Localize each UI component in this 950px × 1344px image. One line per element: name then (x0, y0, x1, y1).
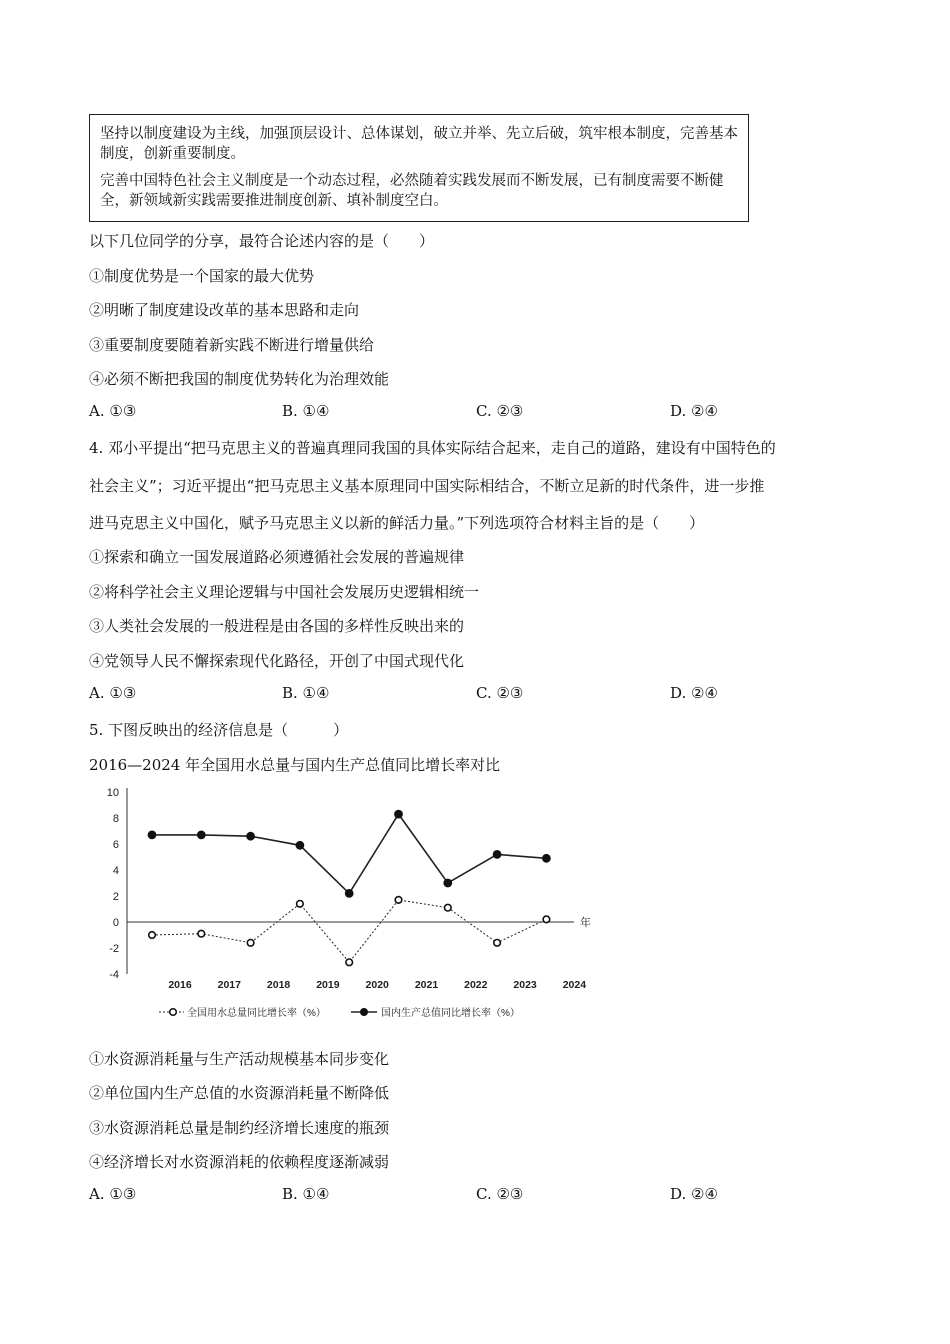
q3-option-c[interactable]: C. ②③ (476, 402, 524, 420)
q4-item-2: ②将科学社会主义理论逻辑与中国社会发展历史逻辑相统一 (89, 583, 480, 601)
y-tick-label: 0 (112, 917, 119, 929)
x-tick-label: 2021 (414, 979, 439, 991)
q4-option-c[interactable]: C. ②③ (476, 684, 524, 702)
q5-option-c[interactable]: C. ②③ (476, 1185, 524, 1203)
y-tick-label: 6 (112, 839, 119, 851)
water-series-line (152, 900, 546, 962)
q5-item-2: ②单位国内生产总值的水资源消耗量不断降低 (89, 1084, 390, 1102)
q4-item-3: ③人类社会发展的一般进程是由各国的多样性反映出来的 (89, 617, 465, 635)
q3-item-1: ①制度优势是一个国家的最大优势 (89, 267, 315, 285)
q3-option-d[interactable]: D. ②④ (670, 402, 718, 420)
y-tick-label: -4 (109, 969, 119, 981)
water-point (198, 930, 205, 937)
q5-item-1: ①水资源消耗量与生产活动规模基本同步变化 (89, 1050, 390, 1068)
y-tick-label: -2 (109, 943, 119, 955)
y-tick-label: 4 (112, 865, 119, 877)
q4-option-d[interactable]: D. ②④ (670, 684, 718, 702)
x-tick-label: 2018 (266, 979, 291, 991)
q4-stem-line-1: 4. 邓小平提出“把马克思主义的普遍真理同我国的具体实际结合起来，走自己的道路，建设有中国特色的 (89, 439, 776, 457)
q5-option-a[interactable]: A. ①③ (89, 1185, 137, 1203)
x-tick-label: 2016 (168, 979, 192, 991)
y-tick-label: 10 (106, 787, 119, 799)
gdp-series-line (152, 814, 546, 893)
x-tick-label: 2024 (562, 979, 587, 991)
chart-title: 2016—2024 年全国用水总量与国内生产总值同比增长率对比 (89, 756, 501, 774)
water-point (494, 940, 501, 947)
x-tick-label: 2023 (513, 979, 537, 991)
water-point (297, 901, 304, 908)
legend-water-label: 全国用水总量同比增长率（%） (187, 1008, 326, 1019)
q5-item-4: ④经济增长对水资源消耗的依赖程度逐渐减弱 (89, 1153, 390, 1171)
water-point (149, 932, 156, 939)
gdp-point (247, 833, 254, 840)
water-point (247, 940, 254, 947)
gdp-point (395, 811, 402, 818)
q3-stem: 以下几位同学的分享，最符合论述内容的是（ ） (89, 232, 435, 250)
q5-option-d[interactable]: D. ②④ (670, 1185, 718, 1203)
gdp-point (346, 890, 353, 897)
water-point (445, 904, 452, 911)
y-axis (107, 787, 127, 981)
legend-water-marker (170, 1009, 177, 1016)
legend-gdp-label: 国内生产总值同比增长率（%） (381, 1008, 520, 1019)
x-tick-label: 2017 (217, 979, 241, 991)
q4-option-a[interactable]: A. ①③ (89, 684, 137, 702)
q4-item-1: ①探索和确立一国发展道路必须遵循社会发展的普遍规律 (89, 548, 465, 566)
water-point (346, 959, 353, 966)
x-axis-label: 年 (580, 917, 591, 929)
legend (159, 1006, 520, 1019)
water-point (395, 897, 402, 904)
q5-stem: 5. 下图反映出的经济信息是（ ） (89, 721, 349, 739)
material-para-1: 坚持以制度建设为主线，加强顶层设计、总体谋划，破立并举、先立后破，筑牢根本制度，完善基本制度，创新重要制度。 (100, 126, 738, 162)
x-axis (127, 915, 591, 991)
gdp-point (296, 842, 303, 849)
q4-item-4: ④党领导人民不懈探索现代化路径，开创了中国式现代化 (89, 652, 465, 670)
q3-option-a[interactable]: A. ①③ (89, 402, 137, 420)
y-tick-label: 2 (112, 891, 119, 903)
x-tick-label: 2019 (316, 979, 340, 991)
gdp-point (494, 851, 501, 858)
q4-option-b[interactable]: B. ①④ (282, 684, 330, 702)
q3-item-3: ③重要制度要随着新实践不断进行增量供给 (89, 336, 375, 354)
q3-item-2: ②明晰了制度建设改革的基本思路和走向 (89, 301, 360, 319)
y-tick-label: 8 (112, 813, 119, 825)
series-group (148, 811, 550, 966)
water-point (543, 916, 550, 923)
line-chart (89, 778, 609, 1028)
q4-stem-line-3: 进马克思主义中国化，赋予马克思主义以新的鲜活力量。”下列选项符合材料主旨的是（ ） (89, 514, 705, 532)
q5-item-3: ③水资源消耗总量是制约经济增长速度的瓶颈 (89, 1119, 390, 1137)
q3-option-b[interactable]: B. ①④ (282, 402, 330, 420)
x-tick-label: 2022 (464, 979, 488, 991)
q3-item-4: ④必须不断把我国的制度优势转化为治理效能 (89, 370, 390, 388)
gdp-point (543, 855, 550, 862)
q5-option-b[interactable]: B. ①④ (282, 1185, 330, 1203)
gdp-point (198, 831, 205, 838)
material-para-2: 完善中国特色社会主义制度是一个动态过程，必然随着实践发展而不断发展，已有制度需要不断健全，新领域新实践需要推进制度创新、填补制度空白。 (100, 173, 724, 209)
gdp-point (148, 831, 155, 838)
material-box (89, 114, 749, 222)
legend-gdp-marker (361, 1009, 368, 1016)
q4-stem-line-2: 社会主义”；习近平提出“把马克思主义基本原理同中国实际相结合，不断立足新的时代条件，进一步推 (89, 477, 765, 495)
x-tick-label: 2020 (365, 979, 389, 991)
gdp-point (444, 879, 451, 886)
